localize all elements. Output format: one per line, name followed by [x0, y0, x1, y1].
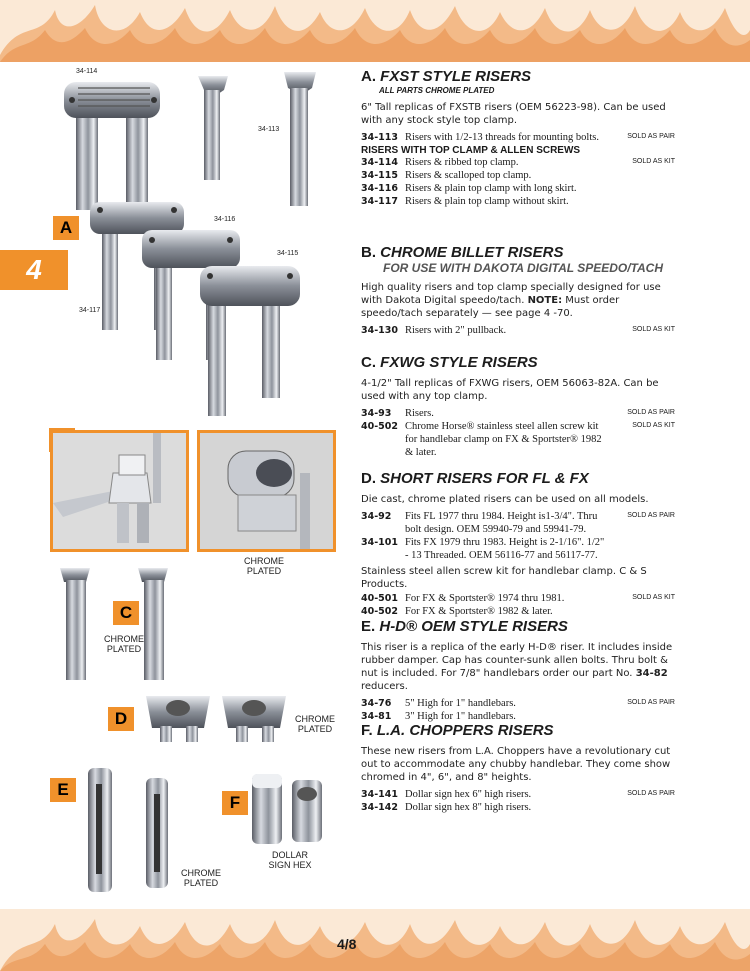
figure-e-caption: [178, 868, 224, 888]
figure-b-caption: [238, 556, 290, 576]
section-d-description: Die cast, chrome plated risers can be used on all models.: [361, 494, 649, 505]
section-f: [361, 722, 675, 814]
part-row: 40-501 For FX & Sportster® 1974 thru 1981. SOLD AS KIT: [361, 593, 675, 604]
figure-label-f: F: [222, 791, 248, 815]
part-row: 34-81 3" High for 1" handlebars.: [361, 711, 516, 722]
flame-border-top: [0, 0, 750, 62]
part-row: 34-101 Fits FX 1979 thru 1983. Height is 2-1/16". 1/2" - 13 Threaded. OEM 56116-77 and 56117-77.: [361, 537, 605, 561]
section-f-description: These new risers from L.A. Choppers have a revolutionary cut out to accommodate any chubby handlebar. They come show chromed in 4", 6", and 8" heights.: [361, 746, 671, 783]
figure-f-risers-photo: [248, 770, 332, 850]
part-row: 34-115 Risers & scalloped top clamp.: [361, 170, 532, 181]
part-label-34-114: 34-114: [76, 68, 98, 75]
section-c-title: C. FXWG STYLE RISERS: [361, 354, 538, 371]
section-e: [361, 618, 675, 723]
figure-label-e: E: [50, 778, 76, 802]
part-label-34-116: 34-116: [214, 216, 236, 223]
figure-label-a: A: [53, 216, 79, 240]
figure-c-caption-line2: PLATED: [106, 644, 142, 654]
figure-d-risers-photo: [144, 686, 294, 750]
figure-b-caption-line2: PLATED: [246, 566, 282, 576]
part-row: 34-92 Fits FL 1977 thru 1984. Height is1-3/4". Thru bolt design. OEM 59940-79 and 59941-79. SOLD AS PAIR: [361, 511, 675, 535]
section-c: [361, 354, 675, 459]
figure-b-photo-1: [50, 430, 189, 552]
part-row: 34-116 Risers & plain top clamp with long skirt.: [361, 183, 577, 194]
part-row: 34-76 5" High for 1" handlebars. SOLD AS PAIR: [361, 698, 675, 709]
figure-c-caption: [100, 634, 148, 654]
section-a-title: A. FXST STYLE RISERS: [361, 68, 532, 85]
part-row: 34-93 Risers. SOLD AS PAIR: [361, 408, 675, 419]
section-f-title: F. L.A. CHOPPERS RISERS: [361, 722, 554, 739]
part-row: 40-502 Chrome Horse® stainless steel allen screw kit for handlebar clamp on FX & Sportster® 1982 & later. SOLD AS KIT: [361, 421, 675, 458]
section-b-title: B. CHROME BILLET RISERS: [361, 244, 564, 261]
section-e-title: E. H-D® OEM STYLE RISERS: [361, 618, 568, 635]
figure-f-caption-line2: SIGN HEX: [268, 860, 312, 870]
part-row: 34-141 Dollar sign hex 6" high risers. SOLD AS PAIR: [361, 789, 675, 800]
figure-f-caption: [260, 850, 320, 870]
part-label-34-117: 34-117: [79, 307, 101, 314]
part-row: 40-502 For FX & Sportster® 1982 & later.: [361, 606, 553, 617]
figure-b-caption-line1: CHROME: [244, 556, 284, 566]
section-a-description: 6" Tall replicas of FXSTB risers (OEM 56223-98). Can be used with any stock style top clamp.: [361, 102, 666, 126]
section-d-title: D. SHORT RISERS FOR FL & FX: [361, 470, 589, 487]
figure-d-caption: [292, 714, 338, 734]
figure-e-caption-line1: CHROME: [181, 868, 221, 878]
part-row: 34-114 Risers & ribbed top clamp. SOLD AS KIT: [361, 157, 675, 168]
figure-c-caption-line1: CHROME: [104, 634, 144, 644]
figure-label-d: D: [108, 707, 134, 731]
part-label-34-115: 34-115: [277, 250, 299, 257]
part-row: 34-142 Dollar sign hex 8" high risers.: [361, 802, 532, 813]
part-row: 34-113 Risers with 1/2-13 threads for mounting bolts. SOLD AS PAIR: [361, 132, 675, 143]
section-b: [361, 244, 675, 337]
section-b-subtitle: FOR USE WITH DAKOTA DIGITAL SPEEDO/TACH: [383, 261, 663, 275]
figure-d-caption-line2: PLATED: [297, 724, 333, 734]
section-d: [361, 470, 675, 618]
section-b-description: High quality risers and top clamp specially designed for use with Dakota Digital speedo/tach. NOTE: Must order speedo/tach separately — see page 4 -70.: [361, 282, 661, 319]
chapter-tab: 4: [0, 250, 68, 290]
figure-e-caption-line2: PLATED: [183, 878, 219, 888]
figure-d-caption-line1: CHROME: [295, 714, 335, 724]
part-label-34-113: 34-113: [258, 126, 280, 133]
figure-f-caption-line1: DOLLAR: [271, 850, 308, 860]
section-e-description: This riser is a replica of the early H-D® riser. It includes inside rubber damper. Cap has counter-sunk allen bolts. Thru bolt & nut is included. For 7/8" handlebars order our part No. 34-82 reducers.: [361, 642, 673, 692]
figure-b-photo-2: [197, 430, 336, 552]
section-a: [361, 68, 675, 208]
figure-label-c: C: [113, 601, 139, 625]
figure-a-risers-photo: [58, 70, 348, 420]
part-row: 34-130 Risers with 2" pullback. SOLD AS KIT: [361, 325, 675, 336]
section-a-subhead: RISERS WITH TOP CLAMP & ALLEN SCREWS: [361, 145, 581, 156]
flame-border-bottom: [0, 909, 750, 971]
page-number: 4/8: [337, 936, 357, 952]
part-row: 34-117 Risers & plain top clamp without skirt.: [361, 196, 569, 207]
figure-e-risers-photo: [74, 764, 194, 900]
section-a-subtitle: ALL PARTS CHROME PLATED: [379, 86, 495, 95]
section-d-description-2: Stainless steel allen screw kit for handlebar clamp. C & S Products.: [361, 566, 647, 590]
section-c-description: 4-1/2" Tall replicas of FXWG risers, OEM 56063-82A. Can be used with any top clamp.: [361, 378, 659, 402]
